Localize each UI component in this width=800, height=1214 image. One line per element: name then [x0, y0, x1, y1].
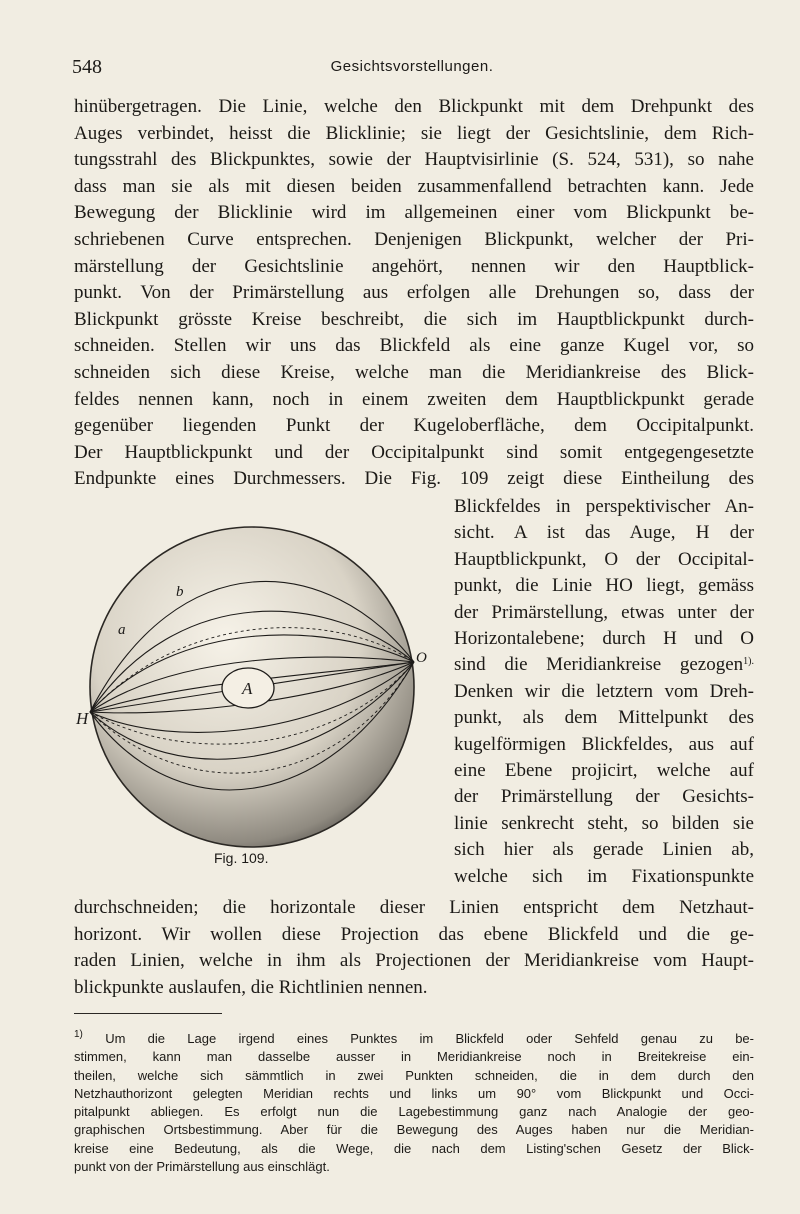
text-line: Hauptblickpunkt, O der Occipital- [454, 548, 754, 570]
text-line: sicht. A ist das Auge, H der [454, 522, 754, 544]
main-paragraph [74, 94, 754, 493]
footnote-marker: 1) [74, 1029, 83, 1040]
text-line: Der Hauptblickpunkt und der Occipitalpunkt sind somit entgegengesetzte [74, 441, 754, 463]
text-line: schneiden. Stellen wir uns das Blickfeld als eine ganze Kugel vor, so [74, 335, 754, 357]
text-line: Endpunkte eines Durchmessers. Die Fig. 109 zeigt diese Eintheilung des [74, 468, 754, 490]
footnote-line: pitalpunkt abliegen. Es erfolgt nun die Lagebestimmung ganz nach Analogie der geo- [74, 1104, 754, 1120]
text-line: welche sich im Fixationspunkte [454, 865, 754, 887]
text-line: Auges verbindet, heisst die Blicklinie; sie liegt der Gesichtslinie, dem Rich- [74, 122, 754, 144]
text-line: eine Ebene projicirt, welche auf [454, 760, 754, 782]
text-line: durchschneiden; die horizontale dieser Linien entspricht dem Netzhaut- [74, 897, 754, 918]
text-line: tungsstrahl des Blickpunktes, sowie der Hauptvisirlinie (S. 524, 531), so nahe [74, 149, 754, 171]
label-H: H [76, 709, 89, 728]
text-line: Blickpunkt grösste Kreise beschreibt, die sich im Hauptblickpunkt durch- [74, 308, 754, 330]
text-line: feldes nennen kann, noch in einem zweiten dem Hauptblickpunkt gerade [74, 388, 754, 410]
text-segment: Um die Lage irgend eines Punktes im Blickfeld oder Sehfeld genau zu be- [105, 1031, 754, 1046]
text-line: der Primärstellung, etwas unter der [454, 601, 754, 623]
footnote-line: kreise eine Bedeutung, als die Wege, die nach dem Listing'schen Gesetz der Blick- [74, 1140, 754, 1156]
text-line: kugelförmigen Blickfeldes, aus auf [454, 733, 754, 755]
label-O: O [416, 650, 427, 666]
text-line: Bewegung der Blicklinie wird im allgemeinen einer vom Blickpunkt be- [74, 202, 754, 224]
footnote-reference: 1). [743, 656, 754, 668]
label-A: A [242, 679, 253, 698]
footnote-divider [74, 1013, 222, 1014]
text-line: märstellung der Gesichtslinie angehört, nennen wir den Hauptblick- [74, 255, 754, 277]
text-line: Denken wir die letztern vom Dreh- [454, 680, 754, 702]
label-a: a [118, 622, 126, 638]
text-line: linie senkrecht steht, so bilden sie [454, 812, 754, 834]
blickfeld-sphere-illustration [68, 512, 448, 872]
text-line: sich hier als gerade Linien ab, [454, 839, 754, 861]
text-line: punkt. Von der Primärstellung aus erfolgen alle Drehungen so, dass der [74, 282, 754, 304]
page-header [72, 56, 752, 84]
text-line: blickpunkte auslaufen, die Richtlinien nennen. [74, 976, 428, 998]
text-line: hinübergetragen. Die Linie, welche den Blickpunkt mit dem Drehpunkt des [74, 96, 754, 117]
footnote-line: graphischen Ortsbestimmung. Aber für die Bewegung des Auges haben nur die Meridian- [74, 1122, 754, 1138]
text-line: schneiden sich diese Kreise, welche man die Meridiankreise des Blick- [74, 361, 754, 383]
footnote-line: Netzhauthorizont gelegten Meridian rechts und links um 90° vom Blickpunkt und Occi- [74, 1085, 754, 1101]
footnote-line: theilen, welche sich sämmtlich in zwei Punkten schneiden, die in dem durch den [74, 1067, 754, 1083]
closing-paragraph [74, 895, 754, 1001]
page-number: 548 [72, 56, 102, 78]
text-line: dass man sie als mit diesen beiden zusammenfallend betrachten kann. Jede [74, 175, 754, 197]
text-line: Blickfeldes in perspektivischer An- [454, 496, 754, 517]
text-segment: sind die Meridiankreise gezogen [454, 654, 744, 676]
footnote-line: stimmen, kann man dasselbe ausser in Meridiankreise noch in Breitekreise ein- [74, 1049, 754, 1065]
text-line: der Primärstellung der Gesichts- [454, 786, 754, 808]
text-line: gegenüber liegenden Punkt der Kugeloberfläche, dem Occipitalpunkt. [74, 415, 754, 437]
figure-109-sphere [68, 512, 448, 872]
text-line: horizont. Wir wollen diese Projection das ebene Blickfeld und die ge- [74, 923, 754, 945]
figure-side-text [454, 494, 754, 890]
label-b: b [176, 584, 184, 600]
text-line: Horizontalebene; durch H und O [454, 628, 754, 650]
footnote [74, 1030, 754, 1176]
text-line-with-footnote [454, 652, 754, 678]
footnote-line-with-marker [74, 1030, 754, 1048]
running-title: Gesichtsvorstellungen. [330, 58, 494, 75]
text-line: schriebenen Curve entsprechen. Denjenigen Blickpunkt, welcher der Pri- [74, 228, 754, 250]
figure-caption: Fig. 109. [214, 850, 269, 866]
text-line: punkt, als dem Mittelpunkt des [454, 707, 754, 729]
text-line: raden Linien, welche in ihm als Projectionen der Meridiankreise vom Haupt- [74, 950, 754, 972]
text-line: punkt, die Linie HO liegt, gemäss [454, 575, 754, 597]
footnote-line: punkt von der Primärstellung aus einschlägt. [74, 1159, 330, 1175]
